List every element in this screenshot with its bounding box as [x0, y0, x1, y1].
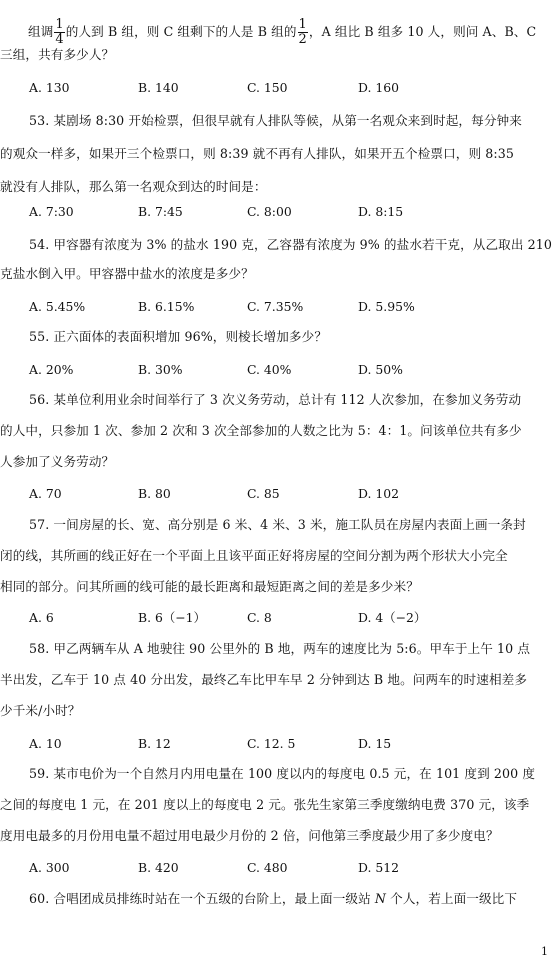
q57-option-b: B. 6（−1） — [138, 610, 206, 625]
q54-line-1: 54. 甲容器有浓度为 3% 的盐水 190 克，乙容器有浓度为 9% 的盐水若干克，从乙取出 210 — [29, 237, 552, 252]
q53-option-b: B. 7:45 — [138, 204, 183, 219]
q55-option-c: C. 40% — [247, 362, 292, 377]
q58-line-3: 少千米/小时？ — [0, 703, 81, 718]
q60-variable-n: N — [374, 891, 387, 906]
q60-line-1 — [29, 890, 554, 908]
q59-line-3: 度用电最多的月份用电量不超过用电最少月份的 2 倍，问他第三季度最少用了多少度电？ — [0, 828, 499, 843]
q54-options — [29, 298, 554, 316]
q57-option-a: A. 6 — [29, 610, 54, 625]
q59-option-c: C. 480 — [247, 860, 288, 875]
q56-line-3: 人参加了义务劳动？ — [0, 454, 115, 469]
q58-option-c: C. 12. 5 — [247, 736, 296, 751]
q59-line-2: 之间的每度电 1 元，在 201 度以上的每度电 2 元。张先生家第三季度缴纳电费 370 元，该季 — [0, 797, 530, 812]
q57-line-2: 闭的线，其所画的线正好在一个平面上且该平面正好将房屋的空间分割为两个形状大小完全 — [0, 548, 508, 563]
q57-option-c: C. 8 — [247, 610, 272, 625]
q58-line-2: 半出发，乙车于 10 点 40 分出发，最终乙车比甲车早 2 分钟到达 B 地。问两车的时速相差多 — [0, 672, 528, 687]
q58-option-a: A. 10 — [29, 736, 62, 751]
q60-text-a: 60. 合唱团成员排练时站在一个五级的台阶上，最上面一级站 — [29, 891, 375, 906]
q55-line-1: 55. 正六面体的表面积增加 96%，则棱长增加多少？ — [29, 329, 328, 344]
q58-option-b: B. 12 — [138, 736, 171, 751]
q52-options — [29, 79, 554, 97]
q59-option-a: A. 300 — [29, 860, 70, 875]
q57-line-1: 57. 一间房屋的长、宽、高分别是 6 米、4 米、3 米，施工队员在房屋内表面上画一条封 — [29, 517, 526, 532]
fraction-one-quarter: $\frac{1}{4}$ — [55, 17, 64, 47]
q55-option-d: D. 50% — [358, 362, 403, 377]
q54-option-a: A. 5.45% — [29, 299, 86, 314]
q52-text-c: ，A 组比 B 组多 10 人，则问 A、B、C — [308, 24, 537, 39]
q57-options — [29, 609, 554, 627]
q53-line-3: 就没有人排队，那么第一名观众到达的时间是： — [0, 179, 267, 194]
q56-option-d: D. 102 — [358, 486, 400, 501]
q54-option-c: C. 7.35% — [247, 299, 304, 314]
q59-options — [29, 859, 554, 877]
q52-line-1 — [0, 18, 554, 47]
q55-option-a: A. 20% — [29, 362, 74, 377]
fraction-one-half: $\frac{1}{2}$ — [298, 17, 307, 47]
q54-line-2: 克盐水倒入甲。甲容器中盐水的浓度是多少？ — [0, 266, 254, 281]
q53-option-c: C. 8:00 — [247, 204, 292, 219]
q54-option-d: D. 5.95% — [358, 299, 415, 314]
q58-options — [29, 735, 554, 753]
q56-option-c: C. 85 — [247, 486, 280, 501]
q56-line-1: 56. 某单位利用业余时间举行了 3 次义务劳动，总计有 112 人次参加，在参加义务劳动 — [29, 392, 522, 407]
q53-option-a: A. 7:30 — [29, 204, 74, 219]
q56-options — [29, 485, 554, 503]
q56-line-2: 的人中，只参加 1 次、参加 2 次和 3 次全部参加的人数之比为 5：4：1。问该单位共有多少 — [0, 423, 522, 438]
q52-option-a: A. 130 — [29, 80, 70, 95]
q52-line-2: 三组，共有多少人？ — [0, 47, 115, 62]
q59-option-d: D. 512 — [358, 860, 400, 875]
q53-line-1: 53. 某剧场 8:30 开始检票，但很早就有人排队等候，从第一名观众来到时起，每分钟来 — [29, 113, 522, 128]
q52-option-d: D. 160 — [358, 80, 400, 95]
q56-option-b: B. 80 — [138, 486, 171, 501]
q52-option-b: B. 140 — [138, 80, 179, 95]
q52-option-c: C. 150 — [247, 80, 288, 95]
q53-line-2: 的观众一样多，如果开三个检票口，则 8:39 就不再有人排队，如果开五个检票口，则 8:35 — [0, 146, 514, 161]
q58-option-d: D. 15 — [358, 736, 392, 751]
q55-options — [29, 361, 554, 379]
page-number: 1 — [541, 945, 548, 958]
q52-text-b: 的人到 B 组，则 C 组剩下的人是 B 组的 — [65, 24, 297, 39]
q59-line-1: 59. 某市电价为一个自然月内用电量在 100 度以内的每度电 0.5 元，在 101 度到 200 度 — [29, 766, 536, 781]
q53-options — [29, 203, 554, 221]
q52-text-a: 组调 — [28, 24, 54, 39]
q58-line-1: 58. 甲乙两辆车从 A 地驶往 90 公里外的 B 地，两车的速度比为 5:6。甲车于上午 10 点 — [29, 641, 531, 656]
q55-option-b: B. 30% — [138, 362, 183, 377]
q54-option-b: B. 6.15% — [138, 299, 195, 314]
q56-option-a: A. 70 — [29, 486, 62, 501]
q53-option-d: D. 8:15 — [358, 204, 404, 219]
q59-option-b: B. 420 — [138, 860, 179, 875]
q60-text-b: 个人，若上面一级比下 — [386, 891, 518, 906]
q57-line-3: 相同的部分。问其所画的线可能的最长距离和最短距离之间的差是多少米？ — [0, 579, 419, 594]
q57-option-d: D. 4（−2） — [358, 610, 427, 625]
